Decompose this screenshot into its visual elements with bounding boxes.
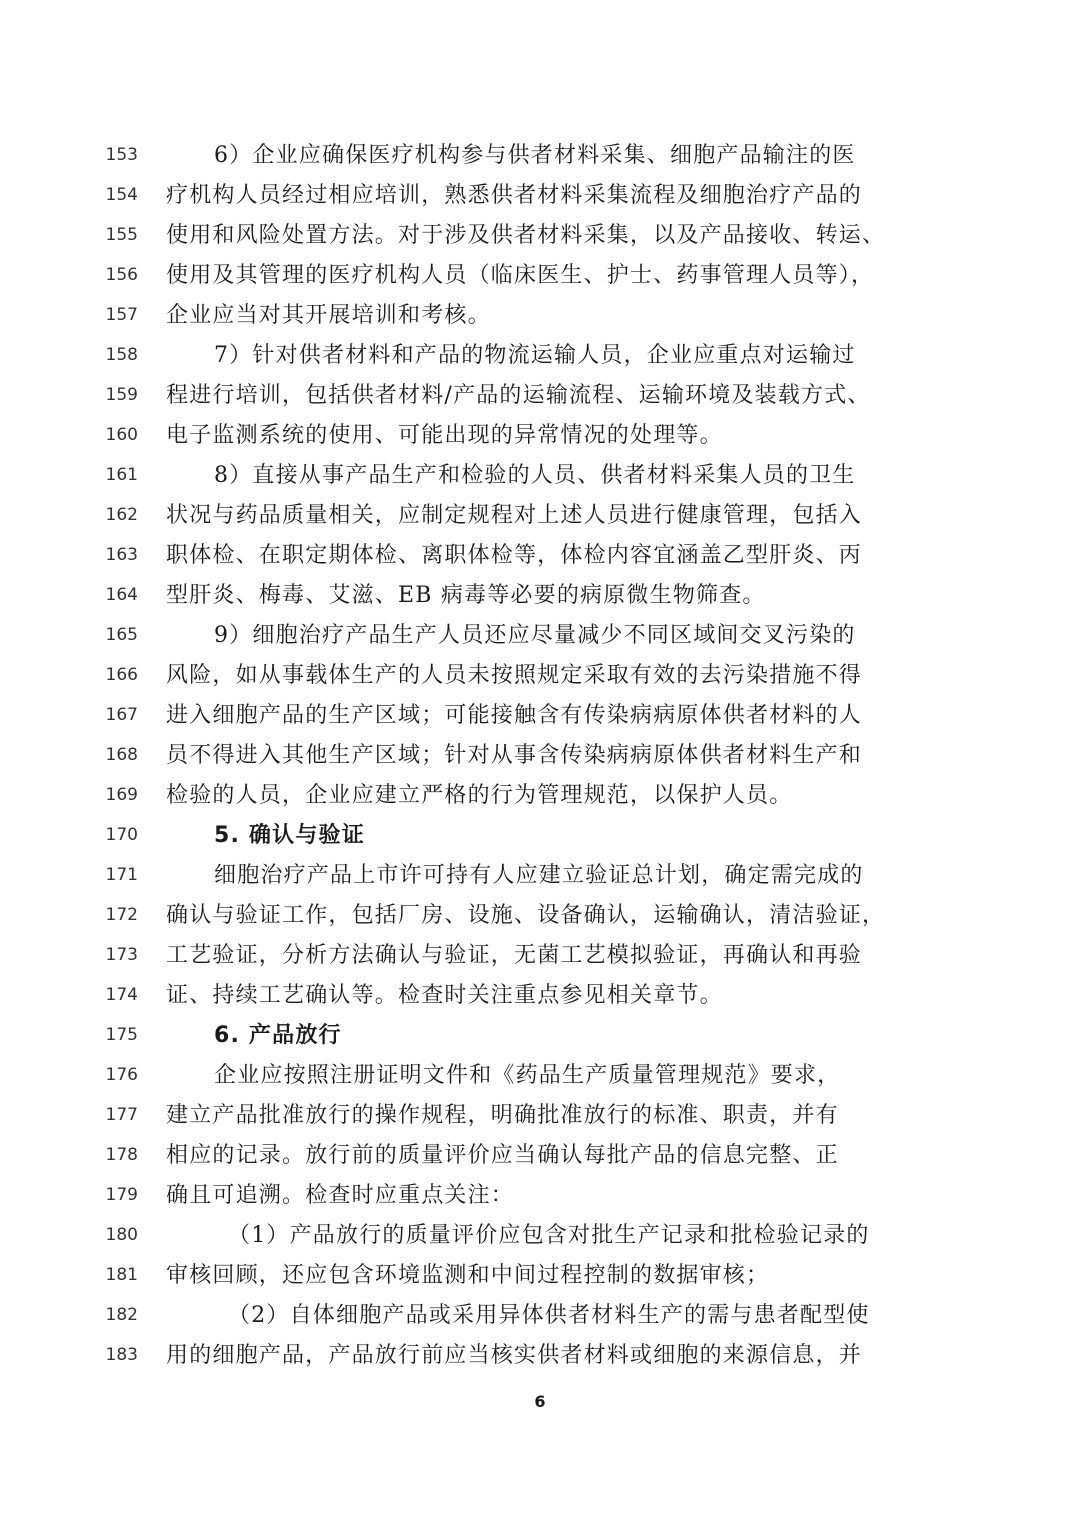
document-line bbox=[0, 977, 1080, 1017]
document-line bbox=[0, 497, 1080, 537]
document-line bbox=[0, 657, 1080, 697]
document-line bbox=[0, 377, 1080, 417]
document-line bbox=[0, 457, 1080, 497]
document-line bbox=[0, 137, 1080, 177]
document-line bbox=[0, 937, 1080, 977]
line-text: 确且可追溯。检查时应重点关注： bbox=[166, 1183, 515, 1208]
document-line bbox=[0, 1017, 1080, 1057]
line-text: 状况与药品质量相关，应制定规程对上述人员进行健康管理，包括入 bbox=[166, 503, 863, 528]
line-text: 使用和风险处置方法。对于涉及供者材料采集，以及产品接收、转运、 bbox=[166, 223, 886, 248]
line-text: 相应的记录。放行前的质量评价应当确认每批产品的信息完整、正 bbox=[166, 1143, 839, 1168]
document-line bbox=[0, 617, 1080, 657]
line-number: 166 bbox=[105, 665, 138, 685]
line-text: 使用及其管理的医疗机构人员（临床医生、护士、药事管理人员等）， bbox=[166, 263, 875, 288]
line-number: 182 bbox=[105, 1305, 138, 1325]
document-line bbox=[0, 857, 1080, 897]
line-number: 172 bbox=[105, 905, 138, 925]
line-number: 167 bbox=[105, 705, 138, 725]
document-line bbox=[0, 1297, 1080, 1337]
line-text: 9）细胞治疗产品生产人员还应尽量减少不同区域间交叉污染的 bbox=[214, 623, 856, 648]
line-text: 进入细胞产品的生产区域；可能接触含有传染病病原体供者材料的人 bbox=[166, 703, 863, 728]
document-line bbox=[0, 777, 1080, 817]
line-number: 177 bbox=[105, 1105, 138, 1125]
line-number: 171 bbox=[105, 865, 138, 885]
line-number: 157 bbox=[105, 305, 138, 325]
line-number: 180 bbox=[105, 1225, 138, 1245]
document-line bbox=[0, 1257, 1080, 1297]
document-line bbox=[0, 1057, 1080, 1097]
line-text: 检验的人员，企业应建立严格的行为管理规范，以保护人员。 bbox=[166, 783, 793, 808]
line-number: 161 bbox=[105, 465, 138, 485]
line-number: 162 bbox=[105, 505, 138, 525]
line-number: 158 bbox=[105, 345, 138, 365]
document-body bbox=[0, 137, 1080, 1377]
document-line bbox=[0, 1177, 1080, 1217]
line-number: 164 bbox=[105, 585, 138, 605]
line-text: 企业应按照注册证明文件和《药品生产质量管理规范》要求， bbox=[214, 1063, 841, 1088]
document-line bbox=[0, 337, 1080, 377]
line-text: 6）企业应确保医疗机构参与供者材料采集、细胞产品输注的医 bbox=[214, 143, 856, 168]
line-text: （2）自体细胞产品或采用异体供者材料生产的需与患者配型使 bbox=[228, 1303, 870, 1328]
document-line bbox=[0, 697, 1080, 737]
line-number: 169 bbox=[105, 785, 138, 805]
line-number: 156 bbox=[105, 265, 138, 285]
line-number: 178 bbox=[105, 1145, 138, 1165]
line-number: 176 bbox=[105, 1065, 138, 1085]
line-text: 确认与验证工作，包括厂房、设施、设备确认，运输确认，清洁验证， bbox=[166, 903, 886, 928]
line-number: 153 bbox=[105, 145, 138, 165]
line-number: 174 bbox=[105, 985, 138, 1005]
line-number: 181 bbox=[105, 1265, 138, 1285]
line-number: 175 bbox=[105, 1025, 138, 1045]
line-text: 企业应当对其开展培训和考核。 bbox=[166, 303, 491, 328]
line-text: 建立产品批准放行的操作规程，明确批准放行的标准、职责，并有 bbox=[166, 1103, 839, 1128]
document-line bbox=[0, 217, 1080, 257]
document-line bbox=[0, 537, 1080, 577]
document-line bbox=[0, 1337, 1080, 1377]
line-text: 职体检、在职定期体检、离职体检等，体检内容宜涵盖乙型肝炎、丙 bbox=[166, 543, 863, 568]
line-number: 163 bbox=[105, 545, 138, 565]
line-text: 细胞治疗产品上市许可持有人应建立验证总计划，确定需完成的 bbox=[214, 863, 864, 888]
line-number: 160 bbox=[105, 425, 138, 445]
section-heading: 5. 确认与验证 bbox=[214, 823, 365, 848]
document-line bbox=[0, 257, 1080, 297]
document-line bbox=[0, 1137, 1080, 1177]
document-line bbox=[0, 177, 1080, 217]
line-text: 程进行培训，包括供者材料/产品的运输流程、运输环境及装载方式、 bbox=[166, 383, 871, 408]
document-line bbox=[0, 1097, 1080, 1137]
line-text: 电子监测系统的使用、可能出现的异常情况的处理等。 bbox=[166, 423, 723, 448]
line-number: 165 bbox=[105, 625, 138, 645]
line-text: 审核回顾，还应包含环境监测和中间过程控制的数据审核； bbox=[166, 1263, 770, 1288]
line-number: 159 bbox=[105, 385, 138, 405]
line-text: 证、持续工艺确认等。检查时关注重点参见相关章节。 bbox=[166, 983, 723, 1008]
page-number: 6 bbox=[534, 1392, 546, 1411]
document-line bbox=[0, 897, 1080, 937]
line-number: 168 bbox=[105, 745, 138, 765]
line-text: 用的细胞产品，产品放行前应当核实供者材料或细胞的来源信息，并 bbox=[166, 1343, 863, 1368]
document-line bbox=[0, 1217, 1080, 1257]
document-line bbox=[0, 817, 1080, 857]
line-text: 7）针对供者材料和产品的物流运输人员，企业应重点对运输过 bbox=[214, 343, 856, 368]
section-heading: 6. 产品放行 bbox=[214, 1023, 342, 1048]
document-line bbox=[0, 297, 1080, 337]
line-text: 8）直接从事产品生产和检验的人员、供者材料采集人员的卫生 bbox=[214, 463, 856, 488]
document-line bbox=[0, 577, 1080, 617]
line-text: 疗机构人员经过相应培训，熟悉供者材料采集流程及细胞治疗产品的 bbox=[166, 183, 863, 208]
line-number: 183 bbox=[105, 1345, 138, 1365]
line-number: 173 bbox=[105, 945, 138, 965]
line-text: （1）产品放行的质量评价应包含对批生产记录和批检验记录的 bbox=[228, 1223, 870, 1248]
line-number: 170 bbox=[105, 825, 138, 845]
line-number: 179 bbox=[105, 1185, 138, 1205]
line-text: 员不得进入其他生产区域；针对从事含传染病病原体供者材料生产和 bbox=[166, 743, 863, 768]
document-line bbox=[0, 737, 1080, 777]
line-text: 工艺验证，分析方法确认与验证，无菌工艺模拟验证，再确认和再验 bbox=[166, 943, 863, 968]
line-number: 155 bbox=[105, 225, 138, 245]
line-number: 154 bbox=[105, 185, 138, 205]
line-text: 型肝炎、梅毒、艾滋、EB 病毒等必要的病原微生物筛查。 bbox=[166, 583, 766, 608]
document-line bbox=[0, 417, 1080, 457]
line-text: 风险，如从事载体生产的人员未按照规定采取有效的去污染措施不得 bbox=[166, 663, 863, 688]
